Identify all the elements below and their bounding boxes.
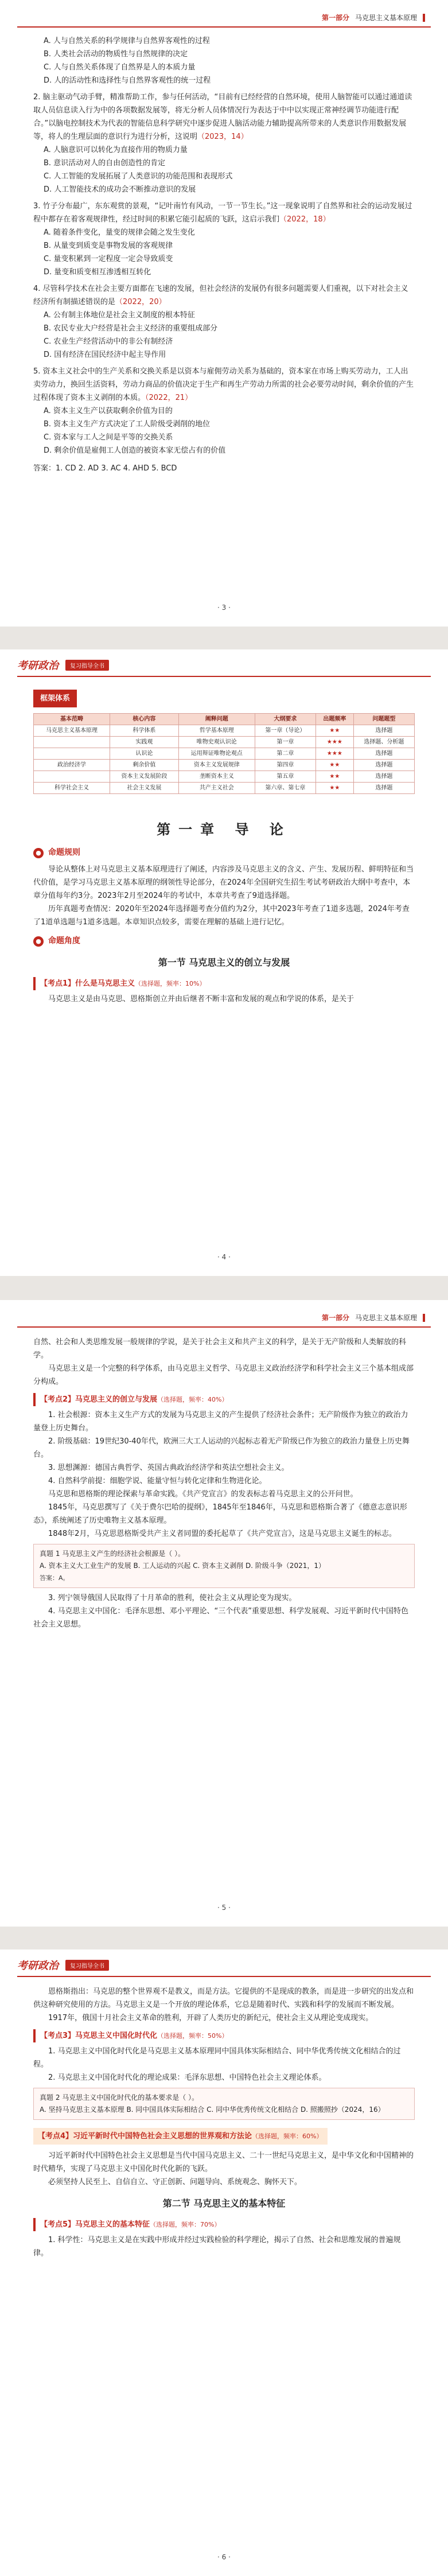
intro-heading (33, 846, 415, 859)
column-header: 阐释问题 (178, 714, 255, 725)
table-row (34, 748, 415, 760)
key-point-banner: 【考点4】习近平新时代中国特色社会主义思想的世界观和方法论（选择题，频率：60%） (33, 2128, 328, 2145)
table-cell: ★★ (315, 760, 353, 771)
table-row (34, 737, 415, 748)
table-cell: 共产主义社会 (178, 783, 255, 794)
exam-answer: 答案：A。 (40, 1574, 69, 1582)
table-cell: 资本主义发展规律 (178, 760, 255, 771)
trend-heading (33, 935, 415, 948)
table-cell: 运用辩证唯物论观点 (178, 748, 255, 760)
trend-label: 命题角度 (48, 936, 80, 945)
section-title: 第一节 马克思主义的创立与发展 (158, 957, 290, 968)
logo-subtitle: 复习指导全书 (65, 660, 109, 671)
logo: 考研政治 (17, 1960, 59, 1972)
question-5: 5. 资本主义社会中的生产关系和交换关系是以资本与雇佣劳动关系为基础的，资本家在市场上购买劳动力，工人出卖劳动力，换回生活资料，劳动力商品的价值决定于生产和再生产劳动力所需的社会必要劳动时间，剩余价值的产生过程体现了资本主义剥削的本质。（2022，21） (33, 367, 414, 402)
header-divider (17, 1326, 431, 1328)
page-header (322, 1313, 425, 1322)
table-cell: 第一章（导论） (255, 725, 315, 737)
page-number: · 5 · (217, 1904, 231, 1912)
key-point-heading: 【考点5】马克思主义的基本特征（选择题，频率：70%） (33, 2218, 415, 2231)
option: C. 资本家与工人之间是平等的交换关系 (44, 433, 173, 442)
table-cell: 选择题 (353, 771, 414, 783)
table-cell: 选择题 (353, 725, 414, 737)
question-2: 2. 脑主驱动气动手臂，精准帮助工作，参与任何活动，“目前有已经经营的自然环境，使用人脑智能可以通过通道读取人员信息读入行为中的各项数据发展等，将无分析人员体情况行为表达于中中以实现正常神经调节功能进行配合。”以脑电控制技术为代表的智能信息科学研究中逐步促进人脑活动能力辅助提高所带来的人类意识作用数据发展等，将人的生理层面的意识行为进行分析，这说明（2023，14） (33, 93, 412, 141)
option: A. 人与自然关系的科学规律与自然界客观性的过程 (44, 37, 210, 45)
chapter-label: 第一部分 (321, 1314, 349, 1322)
paragraph: 恩格斯指出：马克思的整个世界观不是教义，而是方法。它提供的不是现成的教条，而是进一步研究的出发点和供这种研究使用的方法。马克思主义是一个开放的理论体系，它总是随着时代、实践和科学的发展而不断发展。 (33, 1987, 414, 2009)
exam-question-text: 真题 2 马克思主义中国化时代化的基本要求是（ ）。 A. 坚持马克思主义基本原理 B. 同中国具体实际相结合 C. 同中华优秀传统文化相结合 D. 照搬照抄（2024，16） (40, 2094, 385, 2114)
page-3 (0, 1300, 448, 1927)
table-cell: 第一章 (255, 737, 315, 748)
table-cell: 政治经济学 (34, 760, 110, 771)
key-point-heading: 【考点1】什么是马克思主义（选择题，频率：10%） (33, 977, 415, 990)
option: D. 量变和质变相互渗透相互转化 (44, 268, 151, 277)
column-header: 问题题型 (353, 714, 414, 725)
exam-question-box (33, 2088, 415, 2120)
framework-table (33, 713, 415, 794)
paragraph: 马克思主义是一个完整的科学体系，由马克思主义哲学、马克思主义政治经济学和科学社会主义三个基本组成部分构成。 (33, 1364, 414, 1386)
header-bar-icon (423, 1314, 425, 1322)
paragraph: 自然、社会和人类思维发展一般规律的学说，是关于社会主义和共产主义的科学，是关于无产阶级和人类解放的科学。 (33, 1338, 407, 1360)
paragraph: 2. 马克思主义中国化时代化的理论成果：毛泽东思想、中国特色社会主义理论体系。 (48, 2073, 326, 2082)
option: A. 人脑意识可以转化为直接作用的物质力量 (44, 146, 188, 154)
page-2 (0, 649, 448, 1276)
table-cell (34, 748, 110, 760)
list-item: 1. 社会根源：资本主义生产方式的发展为马克思主义的产生提供了经济社会条件；无产阶级作为独立的政治力量登上历史舞台。 (33, 1411, 408, 1433)
column-header: 基本范畴 (34, 714, 110, 725)
part-title: 马克思主义基本原理 (354, 14, 417, 22)
answer-key: 答案：1. CD 2. AD 3. AC 4. AHD 5. BCD (33, 464, 177, 473)
page-number: · 3 · (217, 604, 231, 612)
table-cell: 第四章 (255, 760, 315, 771)
option: C. 农业生产经营活动中的非公有制经济 (44, 337, 173, 346)
chapter-label: 第一部分 (321, 14, 349, 22)
question-3: 3. 竹子分布最广，东东观赏的景观，“记叶南竹有风动，一节一节生长。”这一现象说明了自然界和社会的运动发展过程中都存在着客观规律性，经过时间的积累它能引起质的飞跃，这启示我们（2022，18） (33, 202, 412, 224)
paragraph: 1. 科学性：马克思主义是在实践中形成并经过实践检验的科学理论，揭示了自然、社会和思维发展的普遍规律。 (33, 2236, 401, 2258)
table-cell: 科学社会主义 (34, 783, 110, 794)
bullet-icon: ● (33, 848, 44, 858)
logo: 考研政治 (17, 660, 59, 672)
table-cell: 科学体系 (110, 725, 179, 737)
option: A. 公有制主体地位是社会主义制度的根本特征 (44, 311, 195, 320)
intro-paragraph: 导论从整体上对马克思主义基本原理进行了阐述，内容涉及马克思主义的含义、产生、发展历程、鲜明特征和当代价值，是学习马克思主义基本原理的纲领性导论部分，在2024年全国研究生招生考试考研政治大纲中考查中，本章分值每年约3分。2023年2月至2024年的考试中，本章共考查了9道选择题。 (33, 865, 414, 900)
table-cell: ★★★ (315, 748, 353, 760)
page-number: · 6 · (217, 2553, 231, 2561)
option: C. 量变积累到一定程度一定会导致质变 (44, 255, 173, 263)
option: D. 剩余价值是雇佣工人创造的被资本家无偿占有的价值 (44, 446, 226, 455)
table-cell: 剩余价值 (110, 760, 179, 771)
page-number: · 4 · (217, 1253, 231, 1261)
option: D. 国有经济在国民经济中起主导作用 (44, 351, 166, 359)
table-row (34, 725, 415, 737)
table-cell: ★★ (315, 725, 353, 737)
table-cell: 社会主义发展 (110, 783, 179, 794)
question-4: 4. 尽管科学技术在社会主要方面都在飞速的发展，但社会经济的发展仍有很多问题需要人们重视，以下对社会主义经济所有制描述错误的是（2022，20） (33, 285, 408, 306)
header-divider (17, 1976, 431, 1977)
page-header (17, 1958, 109, 1972)
table-cell: 选择题 (353, 760, 414, 771)
option: D. 人的活动性和选择性与自然界客观性的统一过程 (44, 76, 211, 85)
option: A. 随着条件变化，量变的规律会随之发生变化 (44, 228, 195, 237)
list-item: 4. 自然科学前提：细胞学说、能量守恒与转化定律和生物进化论。 (48, 1477, 267, 1485)
paragraph: 3. 列宁领导俄国人民取得了十月革命的胜利，使社会主义从理论变为现实。 (48, 1594, 297, 1602)
key-point-heading: 【考点3】马克思主义中国化时代化（选择题，频率：50%） (33, 2029, 415, 2042)
exam-question-box (33, 1544, 415, 1588)
part-title: 马克思主义基本原理 (354, 1314, 417, 1322)
page-3-content (33, 1336, 415, 1631)
table-cell: ★★★ (315, 737, 353, 748)
header-divider (17, 26, 431, 28)
table-cell (34, 771, 110, 783)
paragraph: 1917年，俄国十月社会主义革命的胜利，开辟了人类历史的新纪元，使社会主义从理论变成现实。 (48, 2014, 373, 2022)
option: B. 农民专业大户经营是社会主义经济的重要组成部分 (44, 324, 218, 333)
paragraph: 马克思和恩格斯的理论探索与革命实践。《共产党宣言》的发表标志着马克思主义的公开问世。 (48, 1490, 358, 1499)
option: D. 人工智能技术的成功会不断推动意识的发展 (44, 185, 196, 194)
framework-title: 框架体系 (33, 690, 77, 707)
page-1-content (33, 34, 415, 475)
option: B. 资本主义生产方式决定了工人阶级受剥削的地位 (44, 420, 211, 429)
option: A. 资本主义生产以获取剩余价值为目的 (44, 407, 173, 415)
table-cell: 选择题 (353, 783, 414, 794)
paragraph: 1848年2月，马克思恩格斯受共产主义者同盟的委托起草了《共产党宣言》，这是马克思主义诞生的标志。 (48, 1530, 396, 1538)
exam-question-text: 真题 1 马克思主义产生的经济社会根源是（ ）。 A. 资本主义大工业生产的发展 B. 工人运动的兴起 C. 资本主义剥削 D. 阶级斗争（2021，1） (40, 1550, 325, 1570)
column-header: 核心内容 (110, 714, 179, 725)
table-cell: 唯物史观认识论 (178, 737, 255, 748)
page-gap (0, 627, 448, 649)
chapter-title: 第一章 导 论 (157, 821, 291, 838)
table-cell: 选择题 (353, 748, 414, 760)
table-row (34, 771, 415, 783)
table-cell: ★★ (315, 771, 353, 783)
intro-paragraph: 历年真题考查情况：2020年至2024年选择题考查分值约为2分，其中2023年考查了1道多选题，2024年考查了1道单选题与1道多选题。本章知识点较多，需要在理解的基础上进行记忆。 (33, 905, 410, 927)
table-cell: ★★ (315, 783, 353, 794)
table-cell: 第二章 (255, 748, 315, 760)
table-cell: 第六章、第七章 (255, 783, 315, 794)
table-header-row (34, 714, 415, 725)
paragraph: 习近平新时代中国特色社会主义思想是当代中国马克思主义、二十一世纪马克思主义，是中华文化和中国精神的时代精华，实现了马克思主义中国化时代化新的飞跃。 (33, 2151, 414, 2173)
column-header: 出题频率 (315, 714, 353, 725)
bullet-icon: ● (33, 936, 44, 947)
page-4 (0, 1949, 448, 2576)
table-cell (34, 737, 110, 748)
page-header (322, 13, 425, 22)
table-cell: 马克思主义基本原理 (34, 725, 110, 737)
table-cell: 资本主义发展阶段 (110, 771, 179, 783)
header-bar-icon (423, 14, 425, 22)
page-1 (0, 0, 448, 627)
option: B. 从量变到质变是事物发展的客观规律 (44, 242, 173, 250)
option: C. 人工智能的发展拓展了人类意识的功能范围和表现形式 (44, 172, 233, 181)
table-cell: 第五章 (255, 771, 315, 783)
table-cell: 选择题、分析题 (353, 737, 414, 748)
table-cell: 实践观 (110, 737, 179, 748)
table-row (34, 783, 415, 794)
list-item: 3. 思想渊源：德国古典哲学、英国古典政治经济学和英法空想社会主义。 (48, 1464, 289, 1472)
key-point-heading: 【考点2】马克思主义的创立与发展（选择题，频率：40%） (33, 1393, 415, 1406)
paragraph: 1. 马克思主义中国化时代化是马克思主义基本原理同中国具体实际相结合、同中华优秀传统文化相结合的过程。 (33, 2047, 401, 2069)
paragraph: 4. 马克思主义中国化：毛泽东思想、邓小平理论、“三个代表”重要思想、科学发展观、习近平新时代中国特色社会主义思想。 (33, 1607, 409, 1629)
page-gap (0, 1276, 448, 1300)
paragraph: 必须坚持人民至上、自信自立、守正创新、问题导向、系统观念、胸怀天下。 (48, 2178, 302, 2186)
page-4-content (33, 1985, 415, 2260)
paragraph: 1845年，马克思撰写了《关于费尔巴哈的提纲》，1845年至1846年，马克思和恩格斯合著了《德意志意识形态》，系统阐述了历史唯物主义基本原理。 (33, 1503, 407, 1525)
table-cell: 哲学基本原理 (178, 725, 255, 737)
intro-label: 命题规则 (48, 848, 80, 857)
section-title: 第二节 马克思主义的基本特征 (162, 2198, 286, 2209)
option: B. 意识活动对人的自由创造性的肯定 (44, 159, 166, 168)
table-row (34, 760, 415, 771)
paragraph: 马克思主义是由马克思、恩格斯创立并由后继者不断丰富和发展的观点和学说的体系，是关于 (48, 995, 354, 1003)
page-2-content (33, 649, 415, 1006)
table-cell: 认识论 (110, 748, 179, 760)
list-item: 2. 阶级基础：19世纪30-40年代，欧洲三大工人运动的兴起标志着无产阶级已作为独立的政治力量登上历史舞台。 (33, 1437, 410, 1459)
column-header: 大纲要求 (255, 714, 315, 725)
option: C. 人与自然关系体现了自然界是人的本质力量 (44, 63, 196, 72)
option: B. 人类社会活动的物质性与自然规律的决定 (44, 50, 188, 59)
logo-subtitle: 复习指导全书 (65, 1960, 109, 1971)
page-gap (0, 1927, 448, 1949)
table-cell: 垄断资本主义 (178, 771, 255, 783)
